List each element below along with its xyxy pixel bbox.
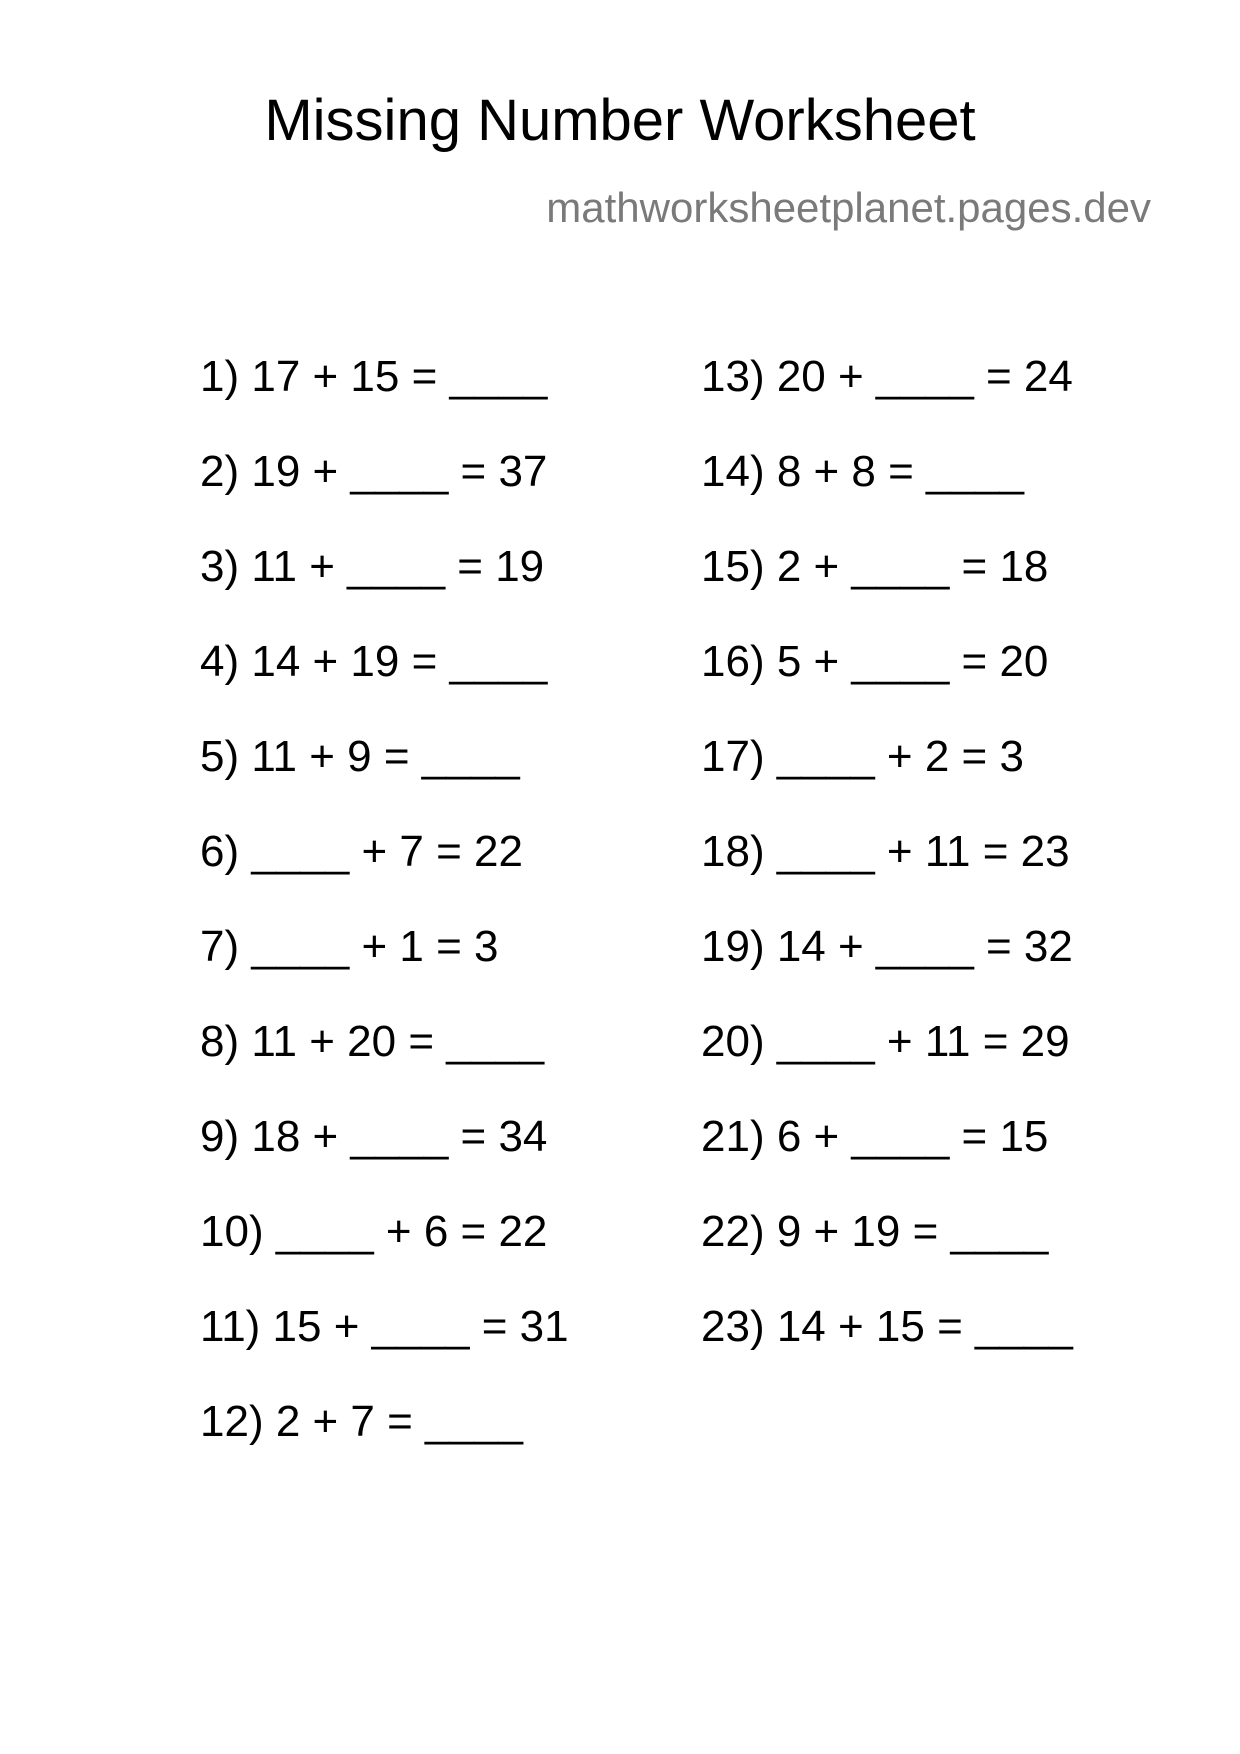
problem-14: 14) 8 + 8 = ____ — [701, 447, 1024, 496]
problem-6: 6) ____ + 7 = 22 — [200, 827, 523, 876]
problem-10: 10) ____ + 6 = 22 — [200, 1207, 548, 1256]
problem-11: 11) 15 + ____ = 31 — [200, 1302, 569, 1351]
worksheet-title: Missing Number Worksheet — [264, 88, 976, 153]
problem-17: 17) ____ + 2 = 3 — [701, 732, 1024, 781]
problem-3: 3) 11 + ____ = 19 — [200, 542, 545, 591]
problem-13: 13) 20 + ____ = 24 — [701, 352, 1073, 401]
problem-12: 12) 2 + 7 = ____ — [200, 1397, 523, 1446]
problem-column-left — [200, 352, 569, 1495]
problem-21: 21) 6 + ____ = 15 — [701, 1112, 1049, 1161]
problem-4: 4) 14 + 19 = ____ — [200, 637, 548, 686]
problem-19: 19) 14 + ____ = 32 — [701, 922, 1073, 971]
problem-16: 16) 5 + ____ = 20 — [701, 637, 1049, 686]
problem-1: 1) 17 + 15 = ____ — [200, 352, 548, 401]
problem-18: 18) ____ + 11 = 23 — [701, 827, 1070, 876]
problem-column-right — [701, 352, 1073, 1400]
problem-9: 9) 18 + ____ = 34 — [200, 1112, 548, 1161]
problem-5: 5) 11 + 9 = ____ — [200, 732, 520, 781]
problem-15: 15) 2 + ____ = 18 — [701, 542, 1049, 591]
problem-8: 8) 11 + 20 = ____ — [200, 1017, 545, 1066]
problem-2: 2) 19 + ____ = 37 — [200, 447, 548, 496]
problem-22: 22) 9 + 19 = ____ — [701, 1207, 1049, 1256]
problem-20: 20) ____ + 11 = 29 — [701, 1017, 1070, 1066]
problem-7: 7) ____ + 1 = 3 — [200, 922, 499, 971]
worksheet-source: mathworksheetplanet.pages.dev — [546, 184, 1151, 231]
problem-23: 23) 14 + 15 = ____ — [701, 1302, 1073, 1351]
